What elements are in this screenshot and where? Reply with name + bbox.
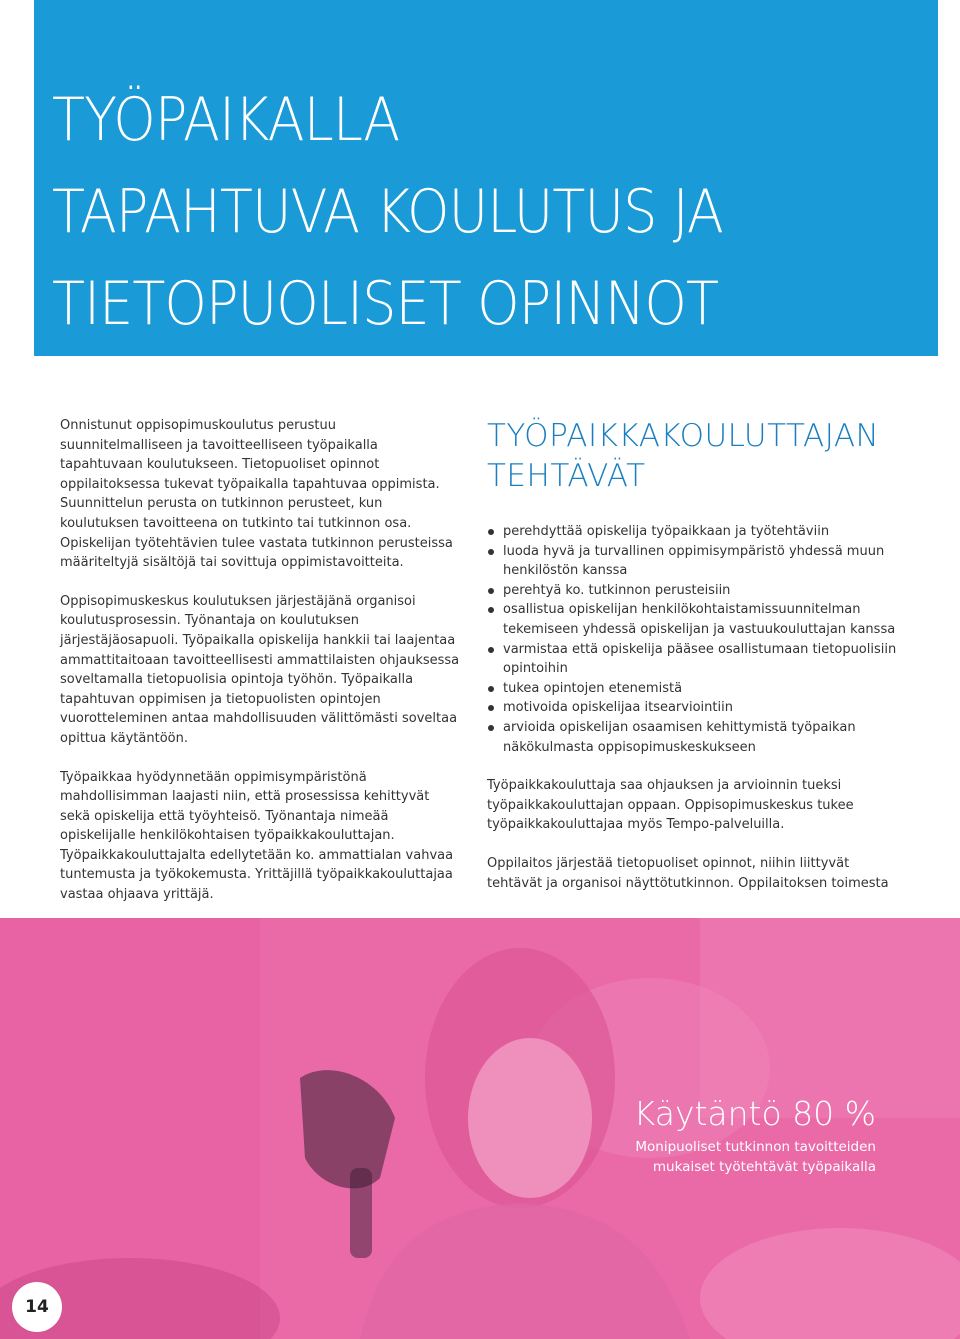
page-number: 14 xyxy=(12,1282,62,1332)
header-banner xyxy=(34,0,938,356)
page-title-line-2: TAPAHTUVA KOULUTUS JA xyxy=(52,177,723,247)
left-column xyxy=(60,416,460,924)
left-paragraph-2: Oppisopimuskeskus koulutuksen järjestäjänä organisoi koulutusprosessin. Työnantaja on koulutuksen järjestäjäosapuoli. Työpaikalla opiskelija hankkii tai laajentaa ammattitaitoaan tavoitteellisesti ammattilaisten ohjauksessa soveltamalla tietopuolisia opintoja työhön. Työpaikalla tapahtuvan oppimisen ja tietopuolisten opintojen vuorottelеminen antaa mahdollisuuden välittömästi soveltaa opittua käytäntöön. xyxy=(60,593,460,746)
right-column xyxy=(487,416,899,912)
section-title xyxy=(487,416,899,496)
list-item: perehdyttää opiskelija työpaikkaan ja työtehtäviin xyxy=(487,522,899,542)
practice-subtitle: Monipuoliset tutkinnon tavoitteiden mukaiset työtehtävät työpaikalla xyxy=(635,1139,876,1175)
list-item: varmistaa että opiskelija pääsee osallistumaan tietopuolisiin opintoihin xyxy=(487,640,899,679)
list-item: osallistua opiskelijan henkilökohtaistamissuunnitelman tekemiseen yhdessä opiskelijan ja vastuukouluttajan kanssa xyxy=(487,600,899,639)
practice-title: Käytäntö 80 % xyxy=(633,1094,876,1133)
right-paragraph-2: Oppilaitos järjestää tietopuoliset opinnot, niihin liittyvät tehtävät ja organisoi näyttötutkinnon. Oppilaitoksen toimesta xyxy=(487,855,889,891)
left-paragraph-1: Onnistunut oppisopimuskoulutus perustuu suunnitelmalliseen ja tavoitteelliseen työpaikalla tapahtuvaan koulutukseen. Tietopuoliset opinnot oppilaitoksessa tukevat työpaikalla tapahtuvaa oppimista. Suunnittelun perusta on tutkinnon perusteet, kun koulutuksen tavoitteena on tutkinto tai tutkinnon osa. Opiskelijan työtehtävien tulee vastata tutkinnon perusteissa määriteltyjä sisältöjä tai sovittuja oppimistavoitteita. xyxy=(60,418,453,571)
list-item: perehtyä ko. tutkinnon perusteisiin xyxy=(487,581,899,601)
list-item: motivoida opiskelijaa itsearviointiin xyxy=(487,698,899,718)
list-item: luoda hyvä ja turvallinen oppimisympäristö yhdessä muun henkilöstön kanssa xyxy=(487,542,899,581)
list-item: tukea opintojen etenemistä xyxy=(487,679,899,699)
section-title-line-2: TEHTÄVÄT xyxy=(487,458,646,494)
left-paragraph-3: Työpaikkaa hyödynnetään oppimisympäristönä mahdollisimman laajasti niin, että prosessissa kehittyvät sekä opiskelija että työyhteisö. Työnantaja nimeää opiskelijalle henkilökohtaisen työpaikkakouluttajan. Työpaikkakouluttajalta edellytetään ko. ammattialan vahvaa tuntemusta ja työkokemusta. Yrittäjillä työpaikkakouluttajaa vastaa ohjaava yrittäjä. xyxy=(60,769,454,903)
list-item: arvioida opiskelijan osaamisen kehittymistä työpaikan näkökulmasta oppisopimuskeskukseen xyxy=(487,718,899,757)
right-paragraph-1: Työpaikkakouluttaja saa ohjauksen ja arvioinnin tueksi työpaikkakouluttajan oppaan. Oppisopimuskeskus tukee työpaikkakouluttajaa myös Tempo-palveluilla. xyxy=(487,778,854,833)
section-title-line-1: TYÖPAIKKAKOULUTTAJAN xyxy=(487,418,880,454)
page-title xyxy=(52,74,723,350)
page-title-line-1: TYÖPAIKALLA xyxy=(52,85,400,155)
page-title-line-3: TIETOPUOLISET OPINNOT xyxy=(52,269,719,339)
duties-list xyxy=(487,522,899,757)
